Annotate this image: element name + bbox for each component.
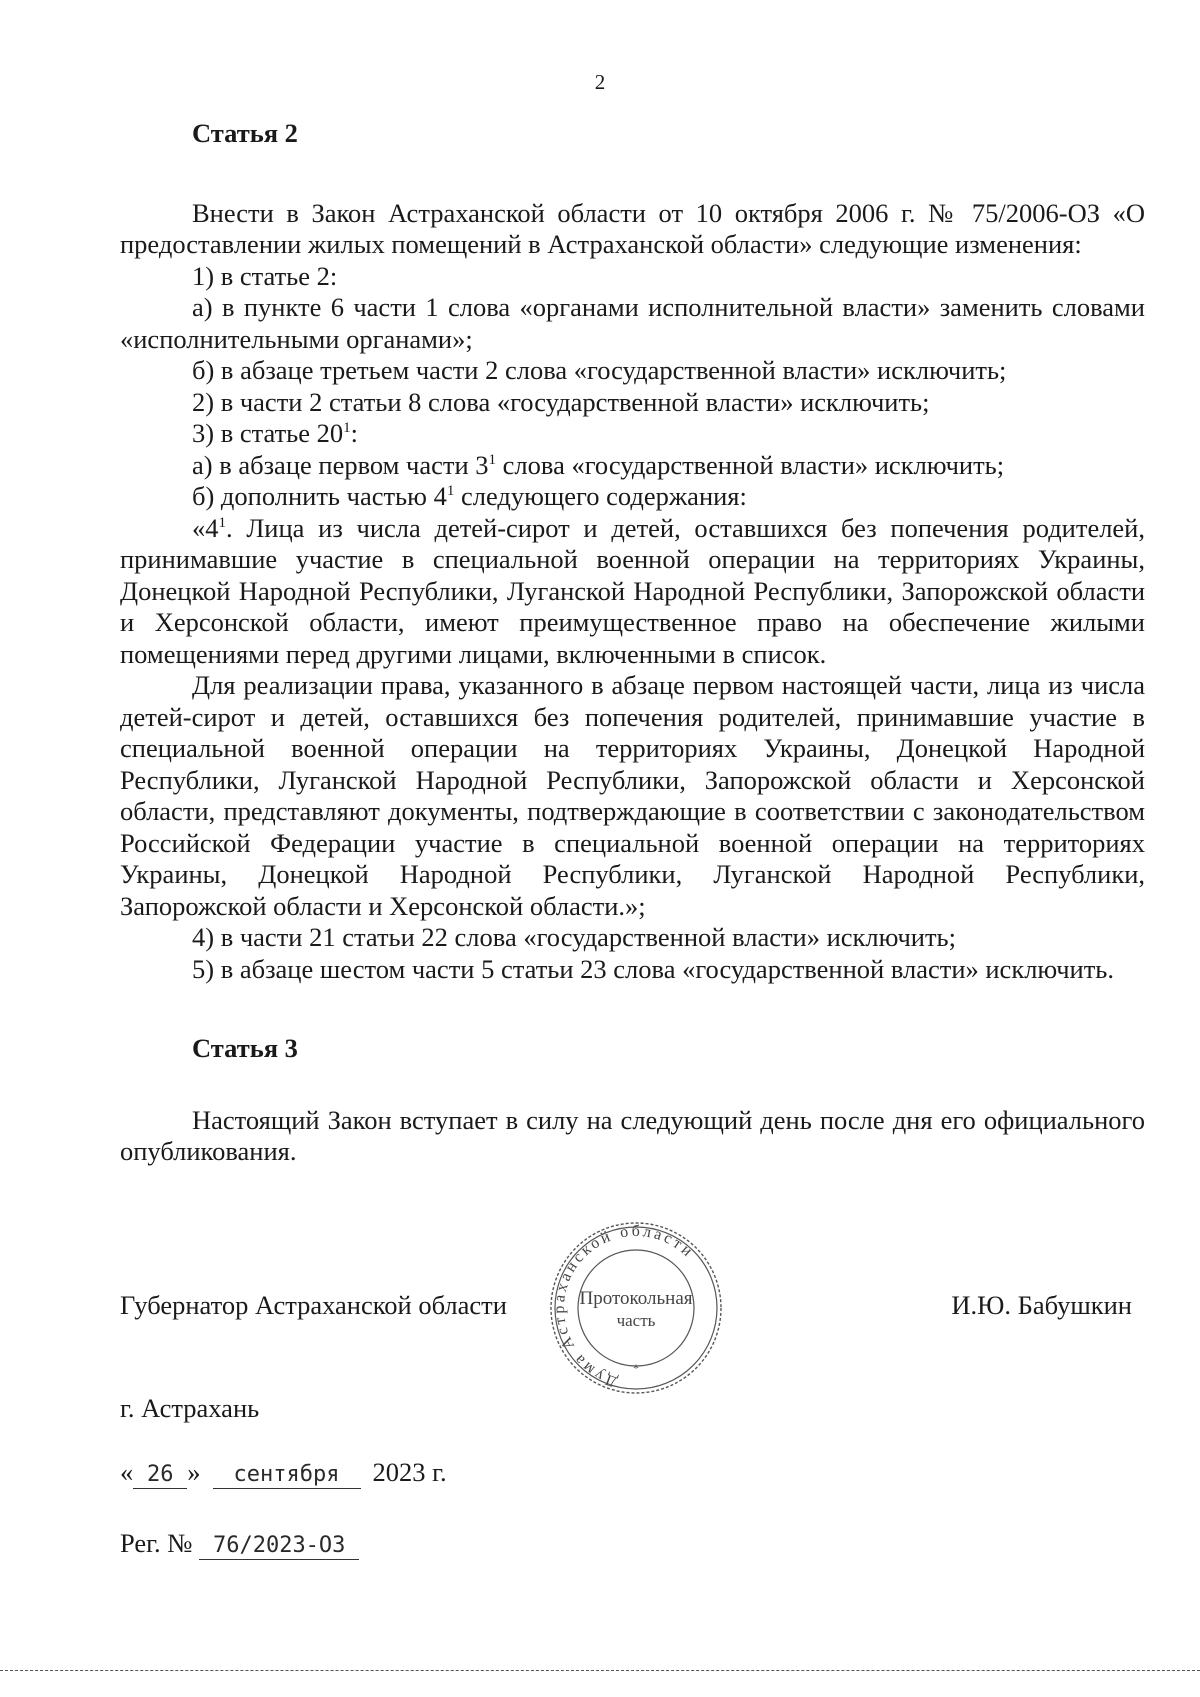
item-1b: б) в абзаце третьем части 2 слова «государственной власти» исключить; [192,355,1007,385]
page-number: 2 [594,70,606,94]
registration-label: Рег. № [120,1528,193,1558]
date-day: 26 [133,1462,187,1489]
seal-center-line-2: часть [616,1311,656,1330]
quoted-part-4-1-para-2: Для реализации права, указанного в абзаце первом настоящей части, лица из числа детей-сирот и детей, оставшихся без попечения родителей, принимавшие участие в специальной военной операции на территориях Украины, Донецкой Народной Республики, Луганской Народной Республики, Запорожской области и Херсонской области, представляют документы, подтверждающие в соответствии с законодательством Российской Федерации участие в специальной военной операции на территориях Украины, Донецкой Народной Республики, Луганской Народной Республики, Запорожской области и Херсонской области.»; [120,670,1145,921]
signing-date: « 26 » сентября 2023 г. [120,1457,447,1487]
item-3: 3) в статье $20^1$: [192,418,359,448]
official-seal [548,1220,724,1396]
seal-ring-text: Дума Астраханской области [550,1222,698,1391]
item-2: 2) в части 2 статьи 8 слова «государственной власти» исключить; [192,386,930,417]
date-year: 2023 г. [372,1457,447,1487]
item-3b: б) дополнить частью $4^1$ следующего содержания: [192,481,747,511]
article-2-intro: Внести в Закон Астраханской области от 10 октября 2006 г. № 75/2006-ОЗ «О предоставлении жилых помещений в Астраханской области» следующие изменения: [120,197,1145,259]
registration-line [120,1528,359,1560]
item-1: 1) в статье 2: [192,260,338,291]
article-3-heading: Статья 3 [192,1033,298,1063]
item-5: 5) в абзаце шестом части 5 статьи 23 слова «государственной власти» исключить. [192,953,1115,984]
city: г. Астрахань [120,1393,260,1423]
signatory-position: Губернатор Астраханской области [120,1290,507,1320]
seal-center-line-1: Протокольная [579,1288,693,1309]
item-3a: а) в абзаце первом части $3^1$ слова «государственной власти» исключить; [192,449,1005,480]
quoted-part-4-1-para-1: «$4^1$. Лица из числа детей-сирот и детей, оставшихся без попечения родителей, принимавшие участие в специальной военной операции на территориях Украины, Донецкой Народной Республики, Луганской Народной Республики, Запорожской области и Херсонской области, имеют преимущественное право на обеспечение жилыми помещениями перед другими лицами, включенными в список. [120,512,1145,669]
item-4: 4) в части 21 статьи 22 слова «государственной власти» исключить; [192,922,956,952]
seal-star-icon: * [633,1361,639,1375]
item-1a: а) в пункте 6 части 1 слова «органами исполнительной власти» заменить словами «исполнительными органами»; [120,292,1145,354]
registration-number: 76/2023-ОЗ [199,1533,359,1560]
article-3-text: Настоящий Закон вступает в силу на следующий день после дня его официального опубликования. [120,1104,1145,1166]
document-body [120,118,1145,1168]
article-2-heading: Статья 2 [192,118,298,148]
signatory-name: И.Ю. Бабушкин [951,1290,1132,1320]
date-month: сентября [213,1462,361,1489]
bottom-scan-edge [0,1670,1200,1671]
